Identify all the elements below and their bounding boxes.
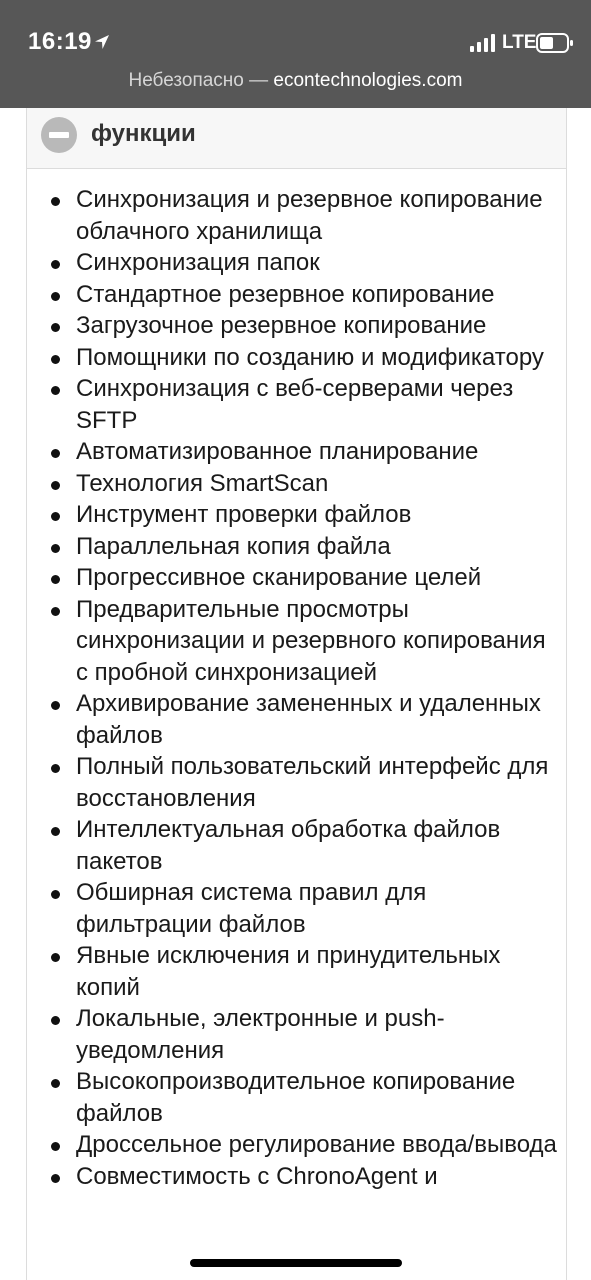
security-label: Небезопасно — bbox=[128, 70, 274, 91]
home-indicator[interactable] bbox=[190, 1259, 402, 1267]
list-item: Помощники по созданию и модификатору bbox=[76, 342, 562, 374]
list-item: Явные исключения и принудительных копий bbox=[76, 940, 562, 1003]
network-type: LTE bbox=[502, 32, 537, 53]
list-item: Дроссельное регулирование ввода/вывода bbox=[76, 1129, 562, 1161]
panel-title: функции bbox=[91, 120, 196, 147]
list-item: Прогрессивное сканирование целей bbox=[76, 562, 562, 594]
list-item: Параллельная копия файла bbox=[76, 531, 562, 563]
list-item: Синхронизация папок bbox=[76, 247, 562, 279]
status-bar bbox=[0, 0, 591, 108]
minus-circle-icon[interactable] bbox=[41, 117, 77, 153]
list-item: Инструмент проверки файлов bbox=[76, 499, 562, 531]
feature-list bbox=[76, 184, 562, 1192]
list-item: Автоматизированное планирование bbox=[76, 436, 562, 468]
status-time: 16:19 bbox=[28, 28, 92, 55]
features-panel bbox=[26, 108, 567, 1280]
list-item: Загрузочное резервное копирование bbox=[76, 310, 562, 342]
list-item: Обширная система правил для фильтрации файлов bbox=[76, 877, 562, 940]
battery-icon bbox=[536, 32, 574, 54]
address-bar[interactable] bbox=[0, 70, 591, 92]
list-item: Стандартное резервное копирование bbox=[76, 279, 562, 311]
list-item: Высокопроизводительное копирование файлов bbox=[76, 1066, 562, 1129]
list-item: Синхронизация и резервное копирование облачного хранилища bbox=[76, 184, 562, 247]
list-item: Технология SmartScan bbox=[76, 468, 562, 500]
features-panel-header[interactable] bbox=[27, 108, 566, 169]
signal-bars-icon bbox=[470, 34, 496, 52]
list-item: Предварительные просмотры синхронизации и резервного копирования с пробной синхронизацией bbox=[76, 594, 562, 689]
list-item: Полный пользовательский интерфейс для восстановления bbox=[76, 751, 562, 814]
list-item: Совместимость с ChronoAgent и bbox=[76, 1161, 562, 1193]
list-item: Локальные, электронные и push-уведомления bbox=[76, 1003, 562, 1066]
location-arrow-icon bbox=[94, 34, 110, 50]
list-item: Архивирование замененных и удаленных файлов bbox=[76, 688, 562, 751]
url-domain: econtechnologies.com bbox=[273, 70, 463, 91]
list-item: Интеллектуальная обработка файлов пакетов bbox=[76, 814, 562, 877]
list-item: Синхронизация с веб-серверами через SFTP bbox=[76, 373, 562, 436]
